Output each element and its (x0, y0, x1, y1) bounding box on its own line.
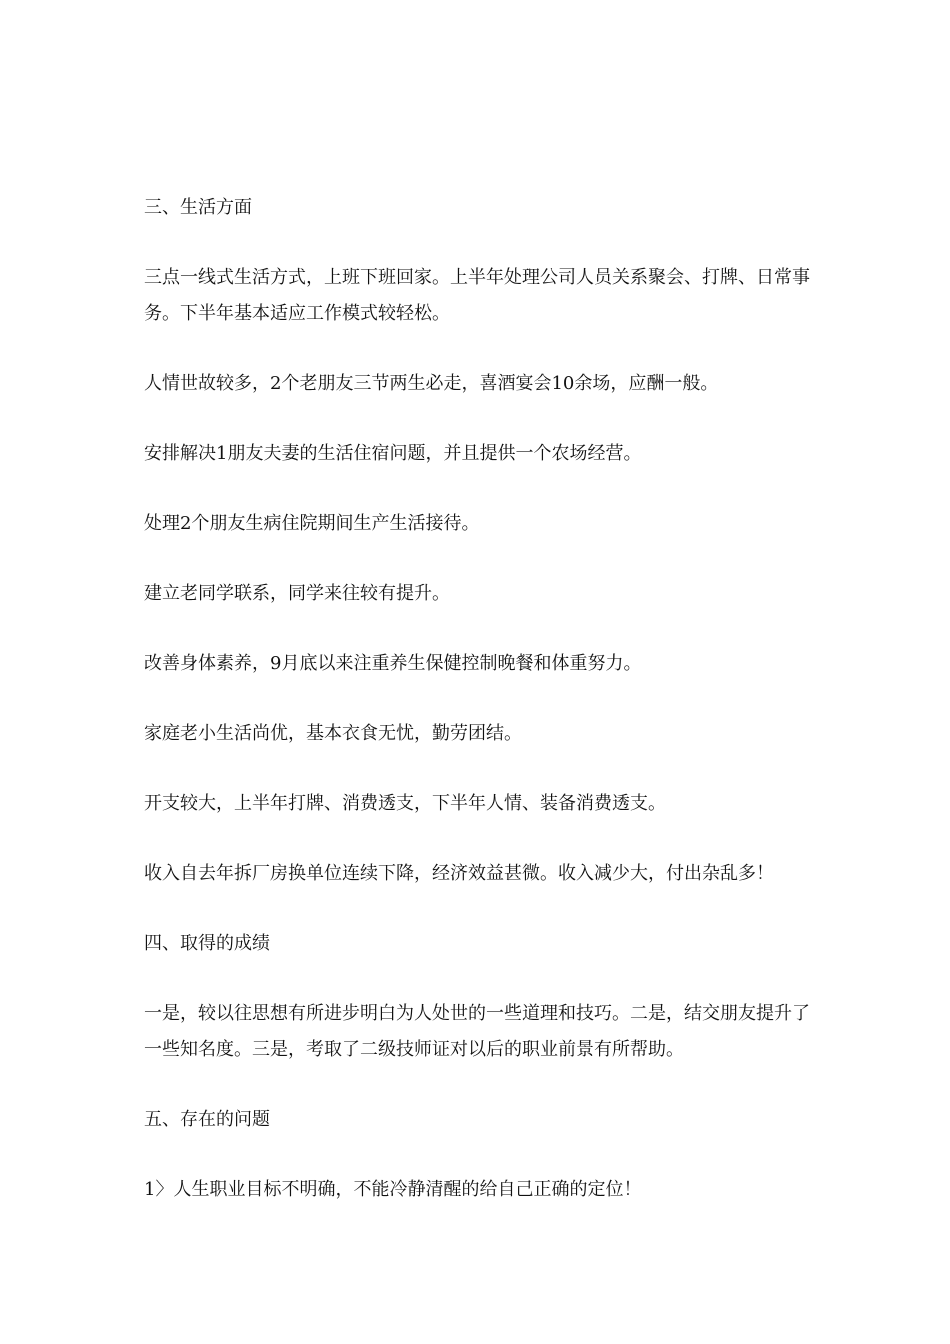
paragraph-daily-routine: 三点一线式生活方式，上班下班回家。上半年处理公司人员关系聚会、打牌、日常事务。下半年基本适应工作模式较轻松。 (144, 267, 810, 324)
paragraph-family: 家庭老小生活尚优，基本衣食无忧，勤劳团结。 (144, 723, 522, 744)
paragraph-health: 改善身体素养，9月底以来注重养生保健控制晚餐和体重努力。 (144, 653, 642, 674)
paragraph-income: 收入自去年拆厂房换单位连续下降，经济效益甚微。收入减少大，付出杂乱多！ (144, 863, 774, 884)
paragraph-achievements: 一是，较以往思想有所进步明白为人处世的一些道理和技巧。二是，结交朋友提升了一些知名度。三是，考取了二级技师证对以后的职业前景有所帮助。 (144, 1003, 810, 1060)
paragraph-classmates: 建立老同学联系，同学来往较有提升。 (144, 583, 450, 604)
section-heading-life: 三、生活方面 (144, 197, 252, 218)
paragraph-social-obligations: 人情世故较多，2个老朋友三节两生必走，喜酒宴会10余场，应酬一般。 (144, 373, 719, 394)
section-heading-problems: 五、存在的问题 (144, 1109, 270, 1130)
section-heading-achievements: 四、取得的成绩 (144, 933, 270, 954)
paragraph-hospital-care: 处理2个朋友生病住院期间生产生活接待。 (144, 513, 480, 534)
paragraph-problem-1: 1〉人生职业目标不明确，不能冷静清醒的给自己正确的定位！ (144, 1179, 642, 1200)
paragraph-expenses: 开支较大，上半年打牌、消费透支，下半年人情、装备消费透支。 (144, 793, 666, 814)
document-body (144, 190, 814, 1242)
paragraph-friend-housing: 安排解决1朋友夫妻的生活住宿问题，并且提供一个农场经营。 (144, 443, 642, 464)
